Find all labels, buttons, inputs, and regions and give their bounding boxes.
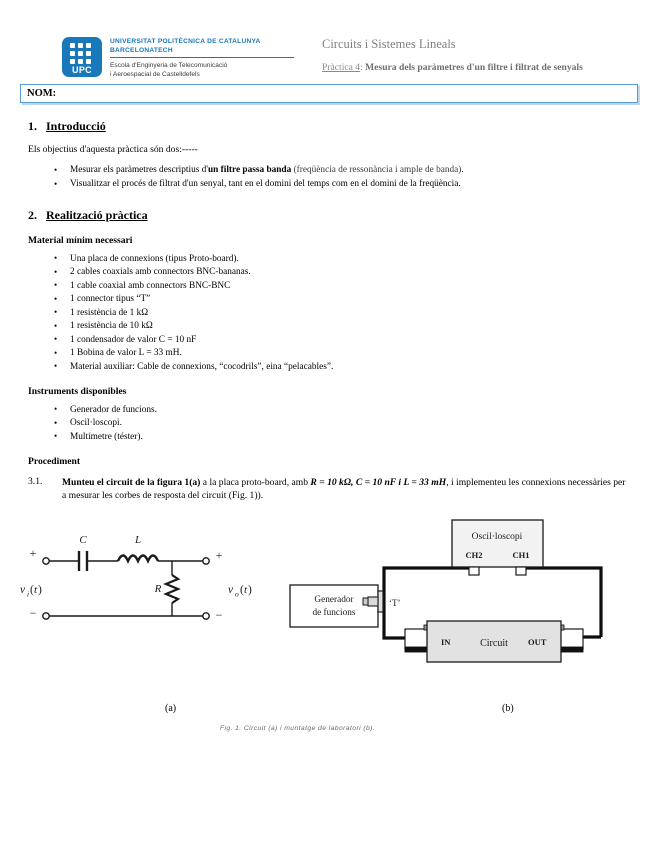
upc-logo-text — [110, 36, 294, 79]
in-connector-icon — [405, 629, 428, 649]
objectives-list — [20, 164, 631, 192]
inductor-label: L — [134, 533, 142, 546]
school-name-line2: i Aeroespacial de Castelldefels — [110, 71, 200, 78]
svg-text:): ) — [248, 583, 252, 596]
section-1-title: Introducció — [46, 119, 106, 133]
generator-label-line2: de funcions — [312, 607, 356, 618]
figure-1-graphic — [0, 513, 655, 703]
generator-label-line1: Generador — [314, 594, 354, 605]
practice-title — [322, 61, 583, 74]
instruments-heading: Instruments disponibles — [28, 385, 127, 397]
channel-2-label: CH2 — [465, 549, 483, 560]
svg-text:o: o — [235, 589, 239, 598]
material-heading: Material mínim necessari — [28, 234, 133, 246]
ch1-connector-icon — [516, 567, 526, 575]
intro-paragraph: Els objectius d'aquesta pràctica són dos:----- — [28, 144, 198, 155]
upc-logo — [62, 36, 314, 79]
circuit-diagram-a — [43, 551, 209, 619]
list-item — [70, 164, 631, 178]
resistor-label: R — [154, 582, 162, 595]
step-text — [62, 476, 631, 503]
list-item: • Material auxiliar: Cable de connexions, “cocodrils”, eina “pelacables”. — [70, 361, 631, 374]
list-item — [70, 178, 631, 192]
procedure-step — [20, 476, 631, 503]
page-header — [0, 0, 655, 78]
practice-separator: : — [360, 62, 366, 73]
list-item: • Una placa de connexions (tipus Proto-board). — [70, 253, 631, 266]
material-list — [20, 253, 631, 374]
step-number: 3.1. — [28, 475, 43, 487]
upc-dot-grid-icon — [70, 43, 94, 65]
practice-title-line1: Mesura dels paràmetres d'un filtre i — [365, 62, 513, 73]
list-item: • Oscil·loscopi. — [70, 417, 631, 430]
figure-sublabels — [0, 703, 655, 719]
list-item: • 1 cable coaxial amb connectors BNC-BNC — [70, 280, 631, 293]
figure-1 — [0, 513, 655, 732]
svg-text:t: t — [244, 583, 248, 596]
list-item: • Generador de funcions. — [70, 404, 631, 417]
upc-logo-mark-icon — [62, 37, 102, 77]
nom-field-wrapper — [20, 84, 638, 103]
oscilloscope-box — [452, 520, 543, 575]
output-voltage-label — [228, 584, 252, 599]
circuit-under-test-box — [405, 621, 583, 662]
objective-1-part2: (freqüència de ressonància i ample de banda). — [291, 165, 464, 175]
output-plus-sign: + — [215, 547, 223, 562]
step-end-text: , i implementeu les connexions necessàries per a mesurar les corbes de resposta del circuit (Fig. 1)). — [62, 476, 626, 501]
list-item: • 1 condensador de valor C = 10 nF — [70, 334, 631, 347]
input-minus-sign: − — [29, 605, 37, 620]
section-2-number: 2. — [28, 207, 37, 222]
barcelonatech-name: BARCELONATECH — [110, 46, 173, 54]
list-item: • 1 resistència de 10 kΩ — [70, 320, 631, 333]
out-connector-icon — [560, 629, 583, 649]
lab-setup-b — [290, 520, 601, 662]
list-item: • 2 cables coaxials amb connectors BNC-bananas. — [70, 266, 631, 279]
upc-logo-acronym: UPC — [72, 65, 92, 75]
capacitor-label: C — [79, 533, 87, 546]
out-label: OUT — [528, 636, 547, 647]
svg-text:i: i — [27, 589, 30, 598]
svg-text:t: t — [34, 583, 38, 596]
svg-text:v: v — [20, 583, 26, 596]
nom-label: NOM: — [27, 88, 57, 99]
instruments-list — [20, 404, 631, 444]
input-voltage-label — [20, 584, 42, 599]
list-item: • 1 Bobina de valor L = 33 mH. — [70, 347, 631, 360]
section-1-number: 1. — [28, 119, 37, 133]
list-item: • 1 connector tipus “T” — [70, 293, 631, 306]
document-content — [0, 119, 655, 503]
input-plus-sign: + — [29, 545, 37, 560]
svg-text:(: ( — [30, 583, 34, 596]
nom-input-box[interactable] — [20, 84, 638, 103]
function-generator-box — [290, 585, 378, 627]
step-mid-text: a la placa proto-board, amb — [200, 476, 311, 488]
practice-title-line2: filtrat de senyals — [515, 62, 583, 73]
course-title: Circuits i Sistemes Lineals — [322, 37, 456, 51]
tee-label: ‘T’ — [389, 597, 401, 608]
channel-1-label: CH1 — [512, 549, 530, 560]
in-label: IN — [441, 636, 451, 647]
figure-sublabel-a: (a) — [165, 702, 177, 714]
output-minus-sign: − — [215, 607, 223, 622]
practice-label: Pràctica 4 — [322, 62, 361, 73]
section-2-title: Realització pràctica — [46, 207, 148, 222]
list-item: • Multímetre (téster). — [70, 431, 631, 444]
step-bold-lead: Munteu el circuit de la figura 1(a) — [62, 476, 201, 488]
objective-1-part1: Mesurar els paràmetres descriptius d' — [70, 165, 208, 175]
figure-caption: Fig. 1. Circuit (a) i muntatge de laboratori (b). — [219, 724, 376, 732]
svg-text:(: ( — [240, 583, 244, 596]
svg-text:): ) — [38, 583, 42, 596]
procediment-heading: Procediment — [28, 455, 81, 467]
school-name-line1: Escola d'Enginyeria de Telecomunicació — [110, 62, 228, 69]
step-values: R = 10 kΩ, C = 10 nF i L = 33 mH — [310, 476, 447, 488]
ch2-connector-icon — [469, 567, 479, 575]
oscilloscope-label: Oscil·loscopi — [471, 531, 523, 542]
section-heading-realitzacio — [20, 208, 631, 223]
list-item: • 1 resistència de 1 kΩ — [70, 307, 631, 320]
section-heading-introduccio — [20, 119, 631, 134]
figure-sublabel-b: (b) — [502, 702, 514, 714]
svg-text:v: v — [228, 583, 234, 596]
objective-2-text: Visualitzar el procés de filtrat d'un senyal, tant en el domini del temps com en el domini de la freqüència. — [70, 179, 461, 189]
circuit-label: Circuit — [480, 637, 508, 649]
university-name: UNIVERSITAT POLITÈCNICA DE CATALUNYA — [110, 38, 261, 45]
objective-1-bold: un filtre passa banda — [207, 165, 292, 175]
logo-divider — [110, 57, 294, 58]
header-titles — [322, 36, 583, 74]
